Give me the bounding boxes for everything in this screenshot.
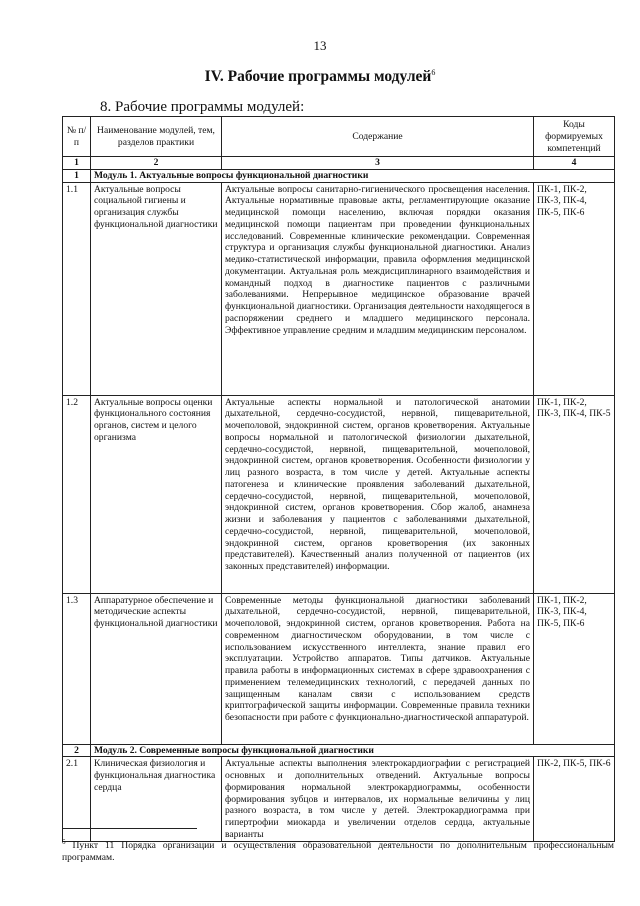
header-name: Наименование модулей, тем, разделов практики	[91, 117, 222, 157]
footnote-mark: 6	[62, 838, 66, 846]
module-title: Модуль 2. Современные вопросы функциональной диагностики	[91, 744, 615, 757]
column-number: 2	[91, 157, 222, 170]
module-title: Модуль 1. Актуальные вопросы функциональной диагностики	[91, 169, 615, 182]
table-header-row	[63, 117, 615, 157]
module-row	[63, 744, 615, 757]
section-title	[0, 68, 640, 86]
footnote-reference[interactable]: 6	[431, 68, 436, 77]
page-number: 13	[313, 38, 327, 53]
subtitle: 8. Рабочие программы модулей:	[100, 99, 305, 115]
module-number: 1	[63, 169, 91, 182]
row-content: Актуальные аспекты нормальной и патологической анатомии дыхательной, сердечно-сосудистой, нервной, пищеварительной, мочеполовой, эндокринной систем, органов кроветворения. Актуальные вопросы нормальной и патологической физиологии дыхательной, сердечно-сосудистой, нервной, пищеварительной, мочеполовой, эндокринной систем, органов кроветворения. Особенности физиологии у лиц разного возраста, в том числе у детей. Актуальные аспекты патогенеза и клинические проявления заболеваний дыхательной, сердечно-сосудистой, нервной, пищеварительной, мочеполовой, эндокринной систем, органов кроветворения. Сбор жалоб, анамнеза жизни и заболевания у пациентов с заболеваниями дыхательной, сердечно-сосудистой, нервной, пищеварительной, мочеполовой, эндокринной систем, органов кроветворения (их законных представителей). Качественный анализ полученной от пациентов (их законных представителей) информации.	[222, 395, 534, 593]
header-num: № п/п	[63, 117, 91, 157]
column-number: 1	[63, 157, 91, 170]
row-content: Актуальные вопросы санитарно-гигиенического просвещения населения. Актуальные нормативные правовые акты, регламентирующие оказание медицинской помощи населению, включая порядки оказания медицинской помощи пациентам при проведении функциональных исследований. Современные клинические рекомендации. Современная структура и организация службы функциональной диагностики. Анализ медико-статистической информации, правила оформления медицинской документации. Актуальная роль междисциплинарного взаимодействия и командный подход в диагностике пациентов с различными заболеваниями. Непрерывное медицинское образование врачей функциональной диагностики. Организация деятельности находящегося в распоряжении среднего и младшего медицинского персонала. Эффективное управление средним и младшим медицинским персоналом.	[222, 182, 534, 395]
row-codes: ПК-1, ПК-2, ПК-3, ПК-4, ПК-5	[534, 395, 615, 593]
row-number: 2.1	[63, 757, 91, 841]
header-content: Содержание	[222, 117, 534, 157]
footnote-divider	[62, 828, 197, 829]
row-codes: ПК-1, ПК-2, ПК-3, ПК-4, ПК-5, ПК-6	[534, 182, 615, 395]
row-name: Аппаратурное обеспечение и методические аспекты функциональной диагностики	[91, 593, 222, 744]
row-content: Актуальные аспекты выполнения электрокардиографии с регистрацией основных и дополнительных отведений. Актуальные вопросы формирования нормальной электрокардиограммы, особенности формирования зубцов и интервалов, их нормальные величины у лиц разного возраста, в том числе у детей. Электрокардиограмма при гипертрофии миокарда и увеличении отделов сердца, актуальные варианты	[222, 757, 534, 841]
table-row	[63, 593, 615, 744]
footnote-text: Пункт 11 Порядка организации и осуществления образовательной деятельности по дополнительным профессиональным программам.	[62, 840, 614, 864]
module-programs-table	[62, 116, 615, 842]
module-number: 2	[63, 744, 91, 757]
module-row	[63, 169, 615, 182]
row-number: 1.1	[63, 182, 91, 395]
row-codes: ПК-1, ПК-2, ПК-3, ПК-4, ПК-5, ПК-6	[534, 593, 615, 744]
column-number-row	[63, 157, 615, 170]
column-number: 4	[534, 157, 615, 170]
row-name: Актуальные вопросы оценки функционального состояния органов, систем и целого организма	[91, 395, 222, 593]
footnote	[62, 836, 614, 864]
row-codes: ПК-2, ПК-5, ПК-6	[534, 757, 615, 841]
column-number: 3	[222, 157, 534, 170]
table-row	[63, 182, 615, 395]
row-name: Актуальные вопросы социальной гигиены и организация службы функциональной диагностики	[91, 182, 222, 395]
section-title-text: IV. Рабочие программы модулей	[204, 68, 432, 86]
header-codes: Коды формируемых компетенций	[534, 117, 615, 157]
row-name: Клиническая физиология и функциональная диагностика сердца	[91, 757, 222, 841]
table-row	[63, 395, 615, 593]
row-content: Современные методы функциональной диагностики заболеваний дыхательной, сердечно-сосудистой, нервной, пищеварительной, мочеполовой, эндокринной систем, органов кроветворения. Работа на современном диагностическом оборудовании, в том числе с использованием искусственного интеллекта, знание правил его эксплуатации. Устройство аппаратов. Типы датчиков. Актуальные правила работы в информационных системах в сфере здравоохранения с применением телемедицинских технологий, с передачей данных по защищенным каналам связи с использованием средств криптографической защиты информации. Современные правила техники безопасности при работе с функционально-диагностической аппаратурой.	[222, 593, 534, 744]
row-number: 1.3	[63, 593, 91, 744]
row-number: 1.2	[63, 395, 91, 593]
